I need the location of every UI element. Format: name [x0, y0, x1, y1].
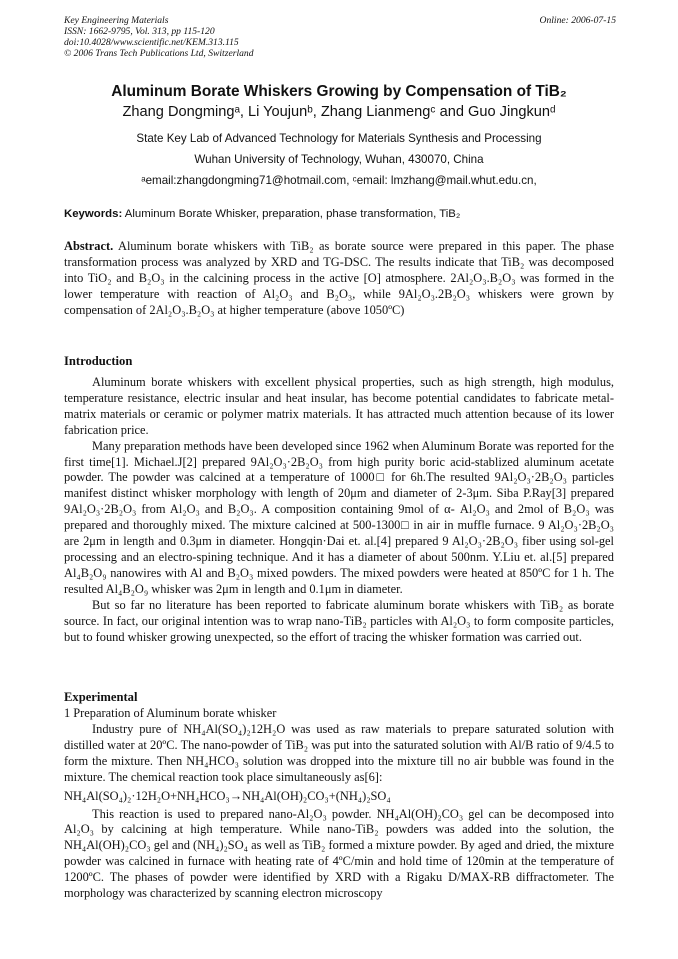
experimental-body: [64, 722, 614, 902]
author-list: Zhang Dongmingᵃ, Li Youjunᵇ, Zhang Lianmengᶜ and Guo Jingkunᵈ: [122, 104, 556, 120]
abstract-block: [64, 239, 614, 319]
intro-paragraph-2: Many preparation methods have been developed since 1962 when Aluminum Borate was reported for the first time[1]. Michael.J[2] prepared 9Al₂O₃·2B₂O₃ from high purity boric acid-stablized aluminum acetate powder. The powder was calcined at a temperature of 1000□ for 6h.The resulted 9Al₂O₃·2B₂O₃ particles manifest distinct whisker morphology with length of 20μm and diameter of 2-3μm. Siba P.Ray[3] prepared 9Al₂O₃·2B₂O₃ from Al₂O₃ and B₂O₃. A composition containing 9mol of α- Al₂O₃ and 2mol of B₂O₃ was prepared and thoroughly mixed. The mixture calcined at 500-1300□ in air in muffle furnace. 9 Al₂O₃·2B₂O₃ are 2μm in length and 0.3μm in diameter. Hongqin·Dai et. al.[4] prepared 9 Al₂O₃·2B₂O₃ fiber using sol-gel processing and an electro-spining technique. And it has a diameter of about 500nm. Y.Liu et. al.[5] prepared Al₄B₂O₉ nanowires with Al and B₂O₃ mixed powders. The mixed powders were heated at 850ºC for 1 h. The resulted Al₄B₂O₉ whisker was 2μm in length and 0.1μm in diameter.: [64, 438, 614, 596]
journal-header: [64, 15, 616, 59]
paper-title: Aluminum Borate Whiskers Growing by Compensation of TiB₂: [111, 83, 567, 100]
experimental-paragraph-2: This reaction is used to prepared nano-Al₂O₃ powder. NH₄Al(OH)₂CO₃ gel can be decomposed into Al₂O₃ by calcining at high temperature. While nano-TiB₂ powders was added into the solution, the NH₄Al(OH)₂CO₃ gel and (NH₄)₂SO₄ as well as TiB₂ formed a mixture powder. By aged and dried, the mixture powder was calcined in furnace with heating rate of 4ºC/min and hold time of 120min at the temperature of 1200ºC. The phases of powder were identified by XRD with a Rigaku D/MAX-RB diffractometer. The morphology was characterized by scanning electron microscopy: [64, 806, 614, 901]
experimental-subheading: 1 Preparation of Aluminum borate whisker: [64, 706, 277, 720]
abstract-label: Abstract.: [64, 239, 114, 253]
chemical-equation: NH₄Al(SO₄)₂·12H₂O+NH₄HCO₃→NH₄Al(OH)₂CO₃+(NH₄)₂SO₄: [64, 788, 391, 803]
copyright-line: © 2006 Trans Tech Publications Ltd, Switzerland: [64, 48, 254, 59]
keywords-label: Keywords:: [64, 208, 123, 220]
email-line: ᵃemail:zhangdongming71@hotmail.com, ᶜemail: lmzhang@mail.whut.edu.cn,: [141, 174, 537, 187]
doi-line: doi:10.4028/www.scientific.net/KEM.313.115: [64, 37, 239, 48]
keywords-block: [64, 208, 616, 220]
keywords-text: Aluminum Borate Whisker, preparation, phase transformation, TiB₂: [124, 208, 461, 220]
abstract-text: Aluminum borate whiskers with TiB₂ as borate source were prepared in this paper. The phase transformation process was analyzed by XRD and TG-DSC. The results indicate that TiB₂ was decomposed into TiO₂ and B₂O₃ in the calcining process in the active [O] atmosphere. 2Al₂O₃.B₂O₃ was formed in the lower temperature with reaction of Al₂O₃ and B₂O₃, while 9Al₂O₃.2B₂O₃ whiskers were grown by compensation of 2Al₂O₃.B₂O₃ at higher temperature (above 1050ºC): [64, 239, 614, 317]
affiliation-line-2: Wuhan University of Technology, Wuhan, 430070, China: [194, 153, 484, 166]
affiliation-line-1: State Key Lab of Advanced Technology for Materials Synthesis and Processing: [136, 132, 542, 145]
issn-line: ISSN: 1662-9795, Vol. 313, pp 115-120: [64, 26, 215, 37]
journal-name: Key Engineering Materials: [64, 15, 169, 26]
introduction-heading: Introduction: [64, 354, 133, 368]
experimental-paragraph-1: Industry pure of NH₄Al(SO₄)₂12H₂O was used as raw materials to prepare saturated solution with distilled water at 20ºC. The nano-powder of TiB₂ was put into the saturated solution with Al/B ratio of 9/4.5 to form the mixture. Then NH₄HCO₃ solution was dropped into the mixture till no air bubble was found in the mixture. The chemical reaction took place simultaneously as[6]:: [64, 722, 614, 784]
introduction-body: [64, 375, 614, 645]
experimental-heading: Experimental: [64, 690, 138, 704]
online-date: Online: 2006-07-15: [539, 15, 616, 26]
intro-paragraph-1: Aluminum borate whiskers with excellent physical properties, such as high strength, high modulus, temperature resistance, electric insular and heat insular, has become potential candidates to fabricate metal-matrix materials or ceramic or polymer matrix materials. It has attracted much attention because of its lower fabrication price.: [64, 375, 614, 437]
intro-paragraph-3: But so far no literature has been reported to fabricate aluminum borate whiskers with TiB₂ as borate source. In fact, our original intention was to wrap nano-TiB₂ particles with Al₂O₃ to form composite particles, but to found whisker growing unexpected, so the effort of tracing the whisker formation was carried out.: [64, 597, 614, 644]
